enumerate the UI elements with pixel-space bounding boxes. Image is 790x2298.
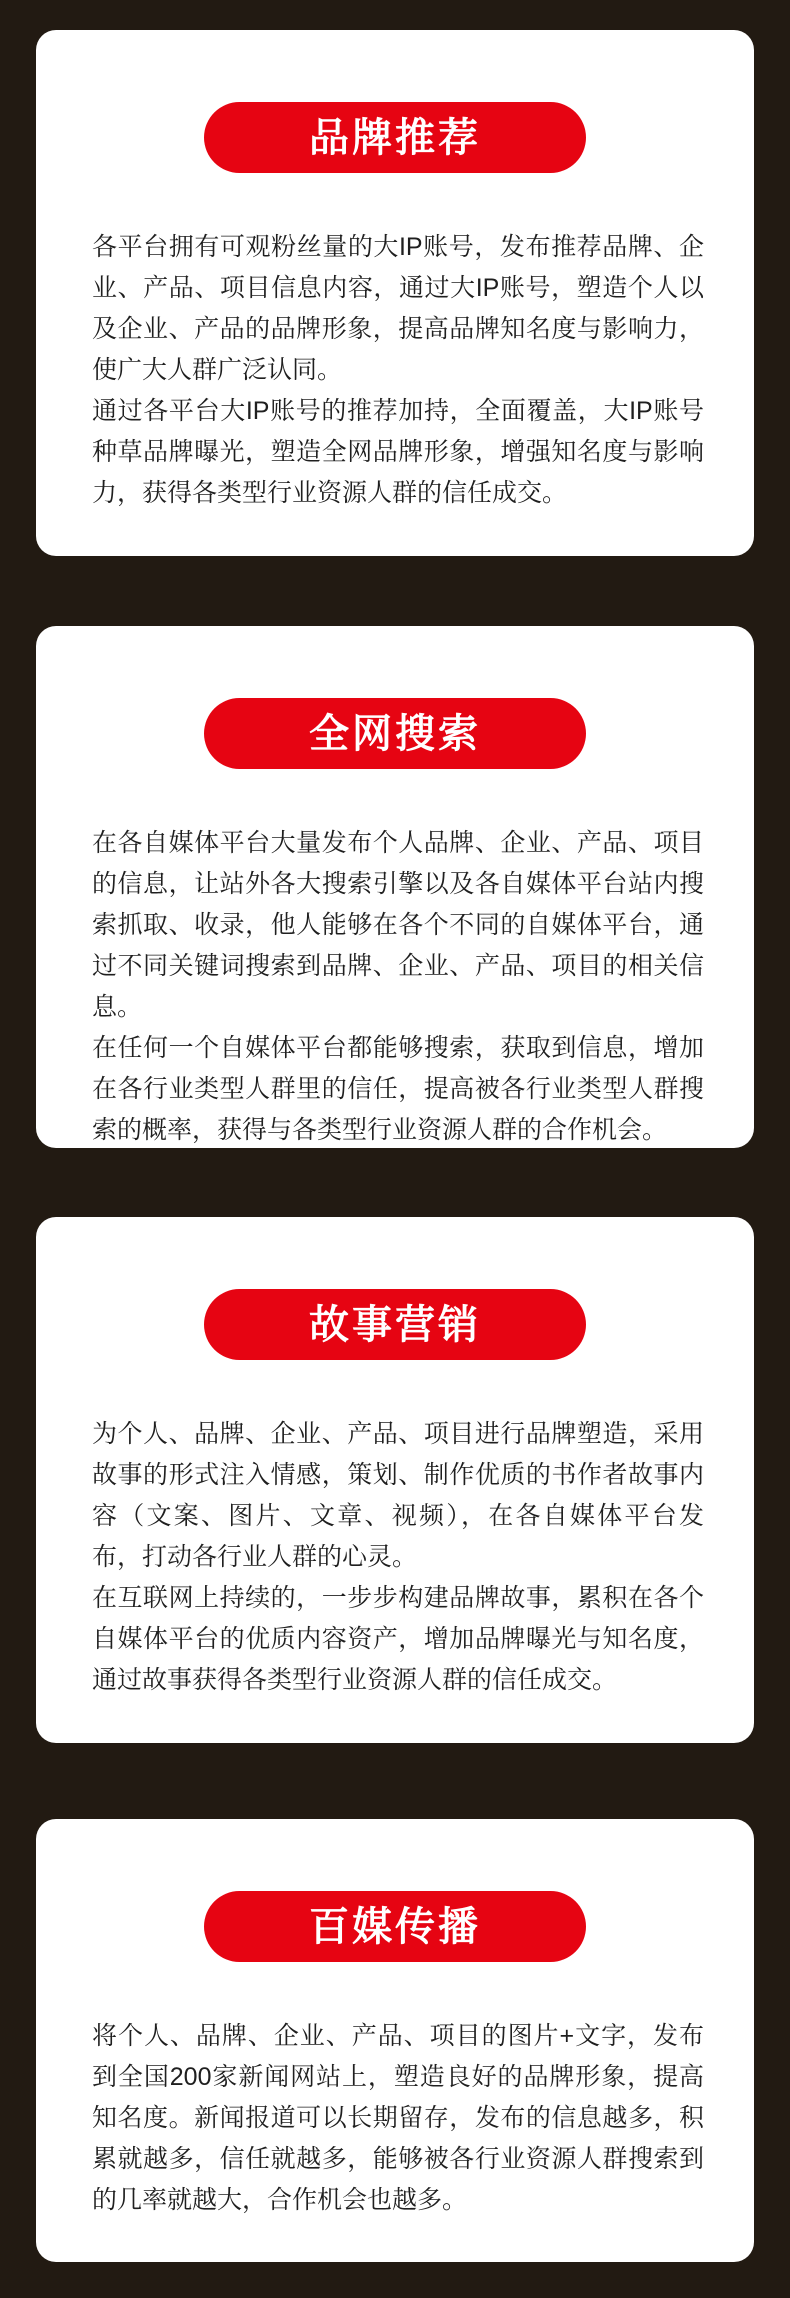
section-title: 全网搜索 [309, 711, 481, 756]
section-paragraph: 各平台拥有可观粉丝量的大IP账号，发布推荐品牌、企业、产品、项目信息内容，通过大IP账号，塑造个人以及企业、产品的品牌形象，提高品牌知名度与影响力，使广大人群广泛认同。 [92, 233, 704, 384]
section-paragraph: 在任何一个自媒体平台都能够搜索，获取到信息，增加在各行业类型人群里的信任，提高被各行业类型人群搜索的概率，获得与各类型行业资源人群的合作机会。 [92, 1034, 704, 1144]
section-paragraph: 通过各平台大IP账号的推荐加持，全面覆盖，大IP账号种草品牌曝光，塑造全网品牌形象，增强知名度与影响力，获得各类型行业资源人群的信任成交。 [92, 397, 704, 507]
section-paragraph: 在互联网上持续的，一步步构建品牌故事，累积在各个自媒体平台的优质内容资产，增加品牌曝光与知名度，通过故事获得各类型行业资源人群的信任成交。 [92, 1584, 704, 1694]
section-card-network-search [36, 626, 754, 1148]
section-paragraph: 为个人、品牌、企业、产品、项目进行品牌塑造，采用故事的形式注入情感，策划、制作优质的书作者故事内容（文案、图片、文章、视频），在各自媒体平台发布，打动各行业人群的心灵。 [92, 1420, 704, 1571]
section-paragraph: 将个人、品牌、企业、产品、项目的图片+文字，发布到全国200家新闻网站上，塑造良好的品牌形象，提高知名度。新闻报道可以长期留存，发布的信息越多，积累就越多，信任就越多，能够被各行业资源人群搜索到的几率就越大，合作机会也越多。 [92, 2022, 704, 2214]
section-body [36, 1414, 754, 1701]
section-body [36, 227, 754, 514]
section-card-story-marketing [36, 1217, 754, 1743]
section-title-pill [204, 698, 586, 769]
section-card-media-spread [36, 1819, 754, 2262]
section-body [36, 2016, 754, 2221]
section-title-pill [204, 102, 586, 173]
section-card-brand-recommend [36, 30, 754, 556]
section-body [36, 823, 754, 1148]
section-title: 品牌推荐 [309, 115, 481, 160]
section-title: 故事营销 [309, 1302, 481, 1347]
section-paragraph: 在各自媒体平台大量发布个人品牌、企业、产品、项目的信息，让站外各大搜索引擎以及各自媒体平台站内搜索抓取、收录，他人能够在各个不同的自媒体平台，通过不同关键词搜索到品牌、企业、产品、项目的相关信息。 [92, 829, 704, 1021]
section-title-pill [204, 1891, 586, 1962]
section-title-pill [204, 1289, 586, 1360]
section-title: 百媒传播 [309, 1904, 481, 1949]
